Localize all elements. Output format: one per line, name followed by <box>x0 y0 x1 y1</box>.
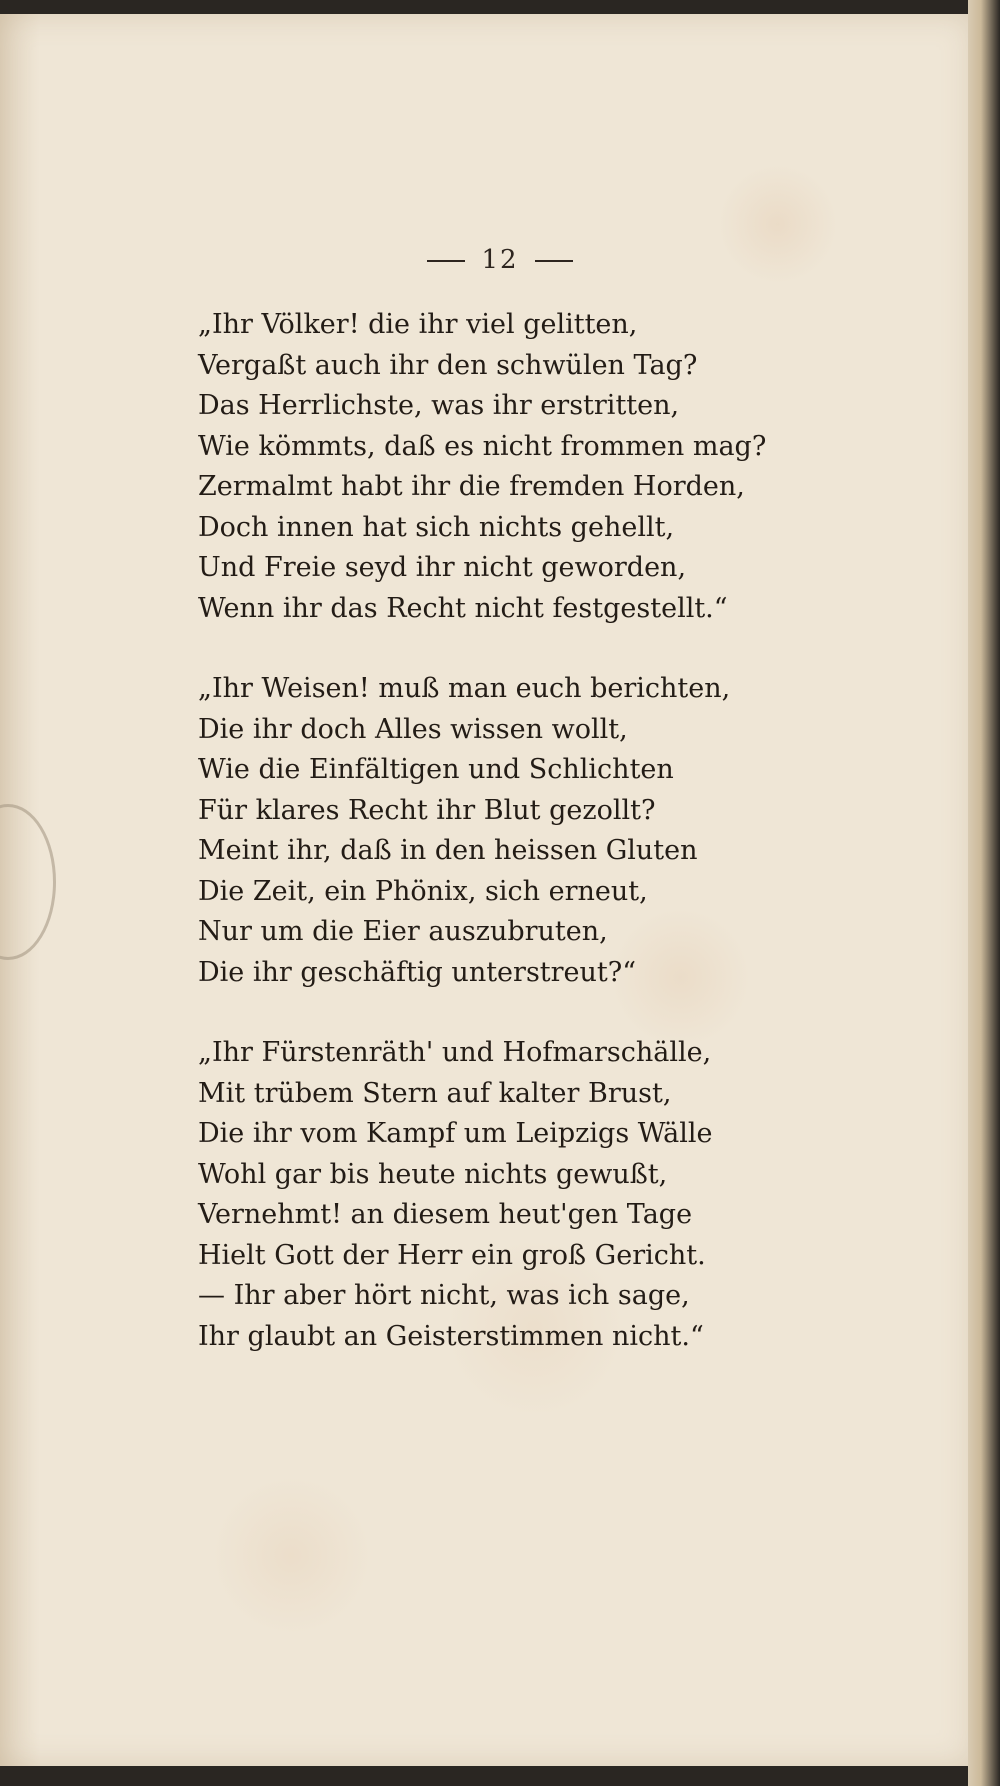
poem-line: Hielt Gott der Herr ein groß Gericht. <box>198 1239 706 1271</box>
poem-line: Vergaßt auch ihr den schwülen Tag? <box>198 349 698 381</box>
poem-line: Meint ihr, daß in den heissen Gluten <box>198 835 698 866</box>
poem-line: Ihr glaubt an Geisterstimmen nicht.“ <box>198 1320 704 1352</box>
poem-line: Die Zeit, ein Phönix, sich erneut, <box>198 875 648 907</box>
poem-line: Wenn ihr das Recht nicht festgestellt.“ <box>198 592 728 624</box>
binding-tab-mark <box>0 804 56 960</box>
right-dash <box>535 260 573 262</box>
poem-text <box>198 305 898 1397</box>
poem-line: Wie kömmts, daß es nicht frommen mag? <box>198 430 767 462</box>
poem-line: Und Freie seyd ihr nicht geworden, <box>198 552 687 583</box>
poem-line: Die ihr doch Alles wissen wollt, <box>198 713 628 745</box>
page-number-header <box>0 245 1000 275</box>
poem-line: Vernehmt! an diesem heut'gen Tage <box>198 1199 693 1230</box>
poem-line: Die ihr vom Kampf um Leipzigs Wälle <box>198 1118 713 1149</box>
poem-line: Das Herrlichste, was ihr erstritten, <box>198 390 680 421</box>
poem-line: Wie die Einfältigen und Schlichten <box>198 754 674 785</box>
stanza-1 <box>198 305 898 629</box>
page-number: 12 <box>481 245 519 275</box>
poem-line: Zermalmt habt ihr die fremden Horden, <box>198 471 745 502</box>
poem-line: „Ihr Fürstenräth' und Hofmarschälle, <box>198 1037 712 1068</box>
poem-line: — Ihr aber hört nicht, was ich sage, <box>198 1280 690 1311</box>
stanza-3 <box>198 1033 898 1357</box>
stanza-2 <box>198 669 898 993</box>
poem-line: Nur um die Eier auszubruten, <box>198 916 608 947</box>
poem-line: Doch innen hat sich nichts gehellt, <box>198 511 675 543</box>
left-dash <box>427 260 465 262</box>
poem-line: „Ihr Völker! die ihr viel gelitten, <box>198 309 638 340</box>
poem-line: Wohl gar bis heute nichts gewußt, <box>198 1158 668 1190</box>
poem-line: Für klares Recht ihr Blut gezollt? <box>198 794 656 826</box>
poem-line: „Ihr Weisen! muß man euch berichten, <box>198 673 731 704</box>
poem-line: Die ihr geschäftig unterstreut?“ <box>198 956 637 988</box>
poem-line: Mit trübem Stern auf kalter Brust, <box>198 1077 672 1109</box>
